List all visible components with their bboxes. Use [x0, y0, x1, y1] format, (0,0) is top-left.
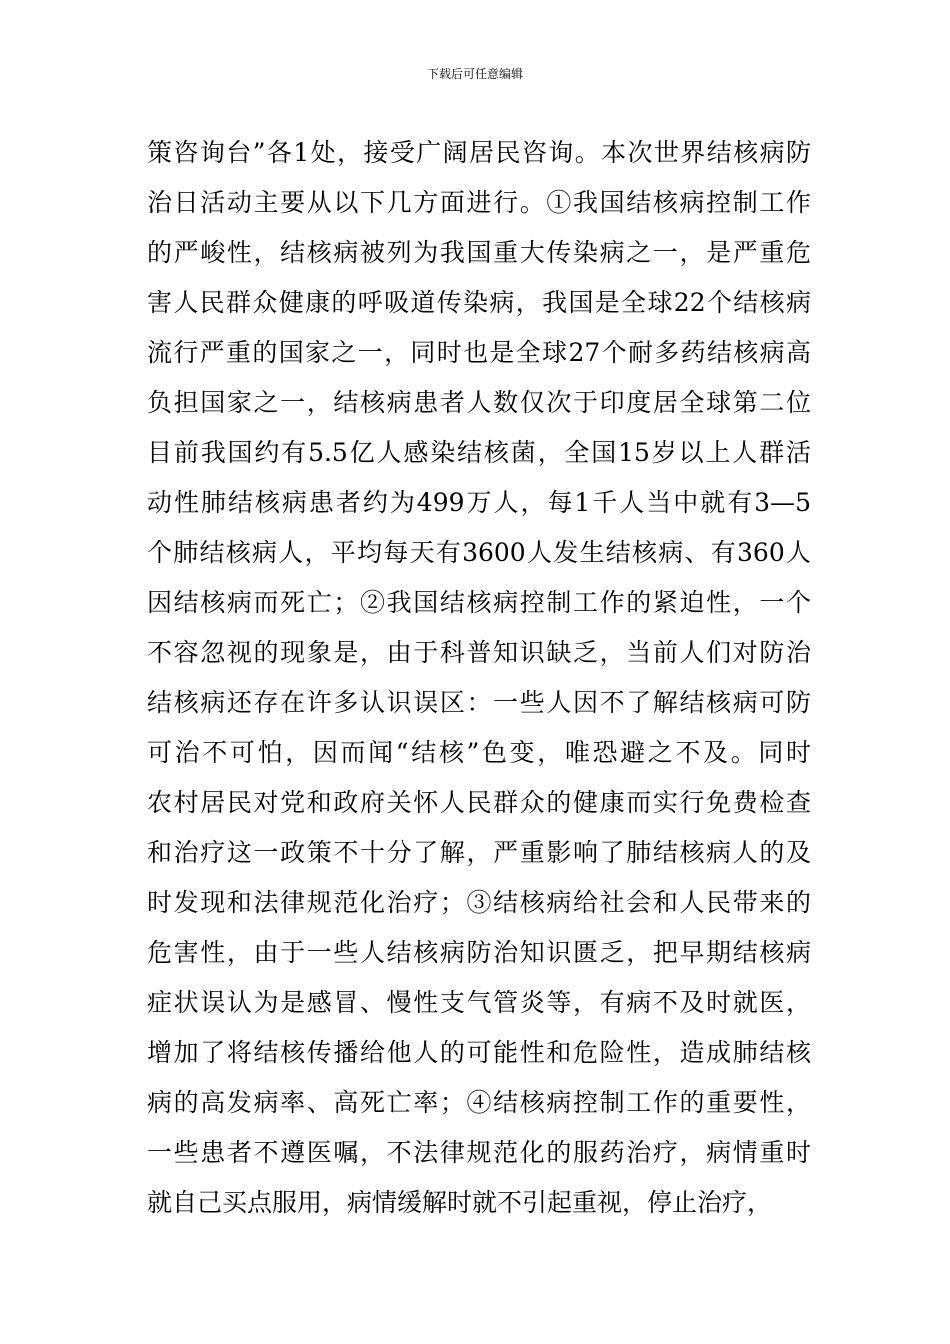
body-line: 动性肺结核病患者约为499万人，每1千人当中就有3—5 [147, 488, 811, 517]
body-line: 流行严重的国家之一，同时也是全球27个耐多药结核病高 [147, 338, 811, 367]
body-line: 时发现和法律规范化治疗；③结核病给社会和人民带来的 [147, 888, 811, 917]
body-line: 一些患者不遵医嘱，不法律规范化的服药治疗，病情重时 [147, 1138, 811, 1167]
body-line: 的严峻性，结核病被列为我国重大传染病之一，是严重危 [147, 238, 811, 267]
body-line: 因结核病而死亡；②我国结核病控制工作的紧迫性，一个 [147, 588, 811, 617]
body-line: 目前我国约有5.5亿人感染结核菌，全国15岁以上人群活 [147, 438, 811, 467]
body-line: 不容忽视的现象是，由于科普知识缺乏，当前人们对防治 [147, 638, 811, 667]
body-line: 可治不可怕，因而闻“结核”色变，唯恐避之不及。同时 [147, 738, 811, 767]
body-line: 症状误认为是感冒、慢性支气管炎等，有病不及时就医， [147, 988, 811, 1017]
body-text [147, 128, 811, 1228]
body-line: 害人民群众健康的呼吸道传染病，我国是全球22个结核病 [147, 288, 811, 317]
body-line: 病的高发病率、高死亡率；④结核病控制工作的重要性， [147, 1088, 811, 1117]
body-line: 农村居民对党和政府关怀人民群众的健康而实行免费检查 [147, 788, 811, 817]
body-line: 策咨询台”各1处，接受广阔居民咨询。本次世界结核病防 [147, 138, 811, 167]
header-note: 下载后可任意编辑 [426, 67, 523, 81]
body-line: 个肺结核病人，平均每天有3600人发生结核病、有360人 [147, 538, 811, 567]
body-line: 负担国家之一，结核病患者人数仅次于印度居全球第二位 [147, 388, 811, 417]
body-line: 就自己买点服用，病情缓解时就不引起重视，停止治疗， [147, 1188, 773, 1217]
body-line: 和治疗这一政策不十分了解，严重影响了肺结核病人的及 [147, 838, 811, 867]
body-line: 结核病还存在许多认识误区：一些人因不了解结核病可防 [147, 688, 811, 717]
body-line: 治日活动主要从以下几方面进行。①我国结核病控制工作 [147, 188, 811, 217]
body-line: 增加了将结核传播给他人的可能性和危险性，造成肺结核 [147, 1038, 811, 1067]
body-line: 危害性，由于一些人结核病防治知识匮乏，把早期结核病 [147, 938, 811, 967]
